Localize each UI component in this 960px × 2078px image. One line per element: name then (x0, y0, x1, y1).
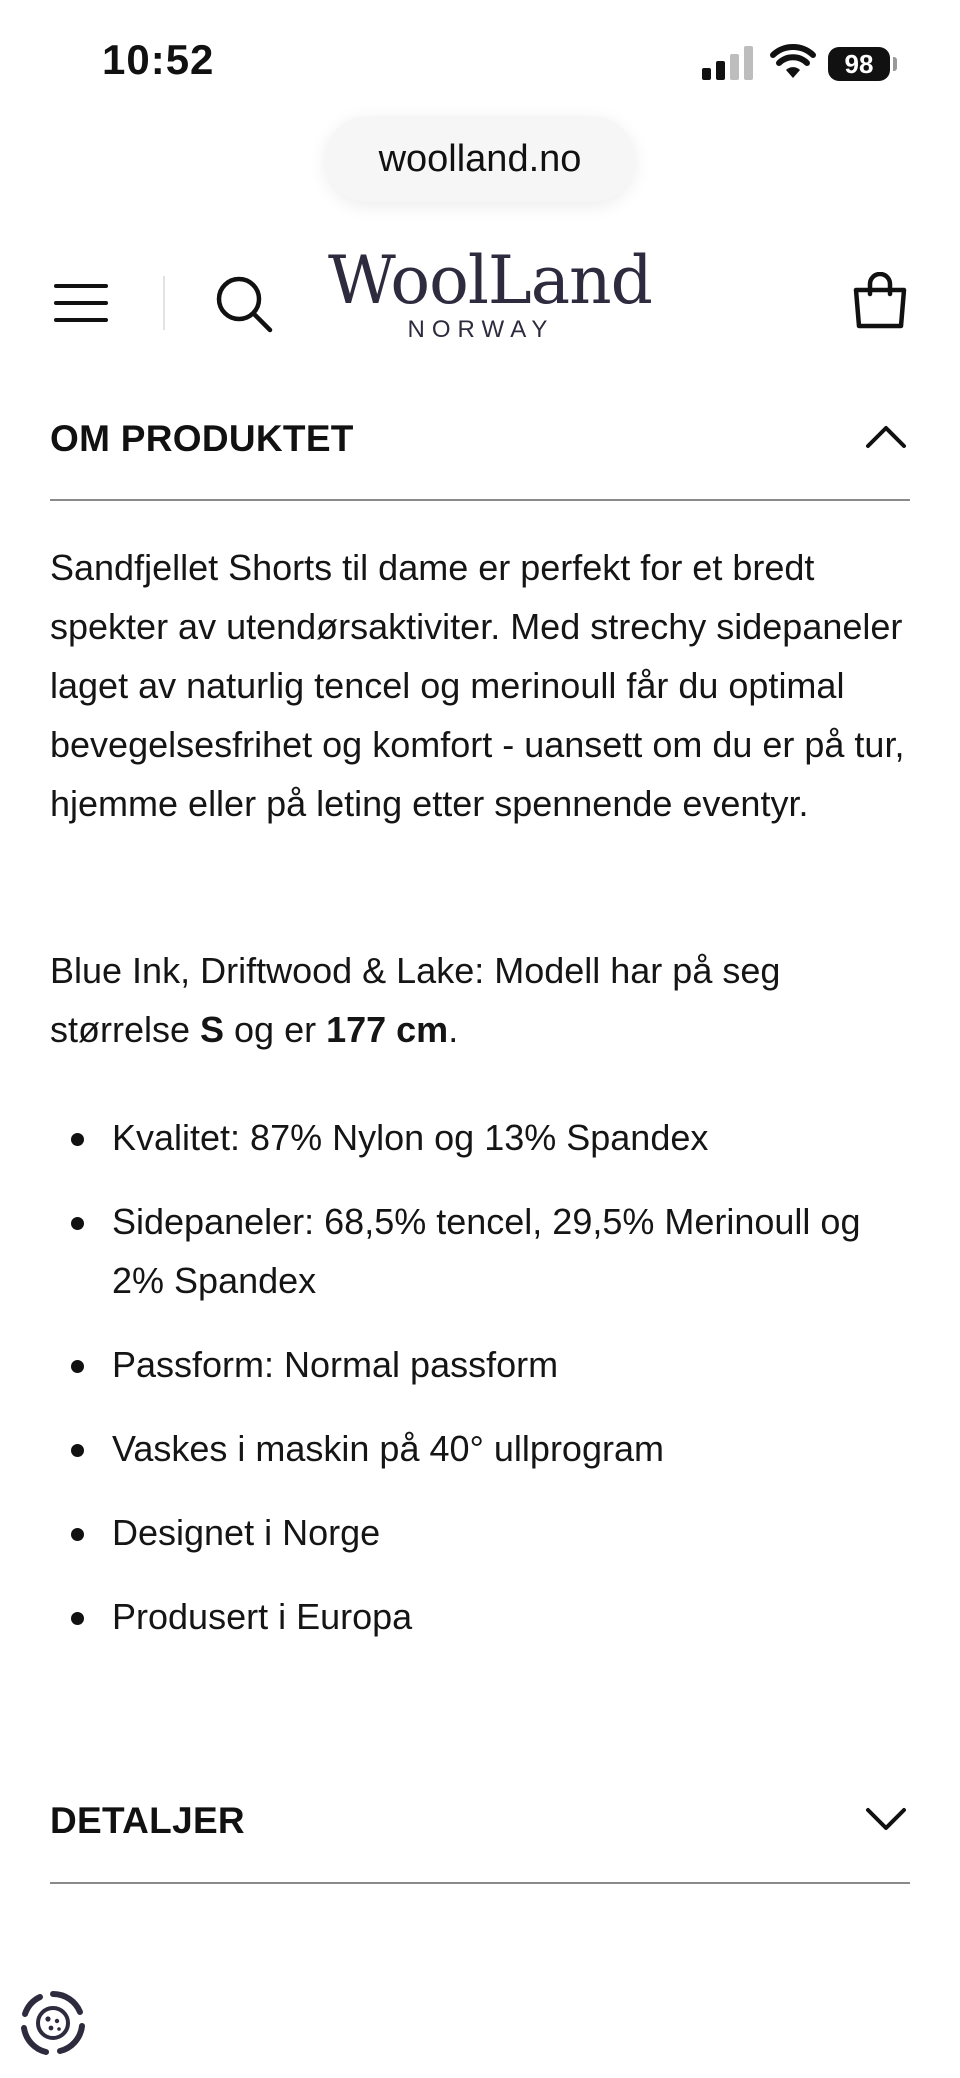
list-item-text: Designet i Norge (112, 1512, 381, 1553)
list-item-text: Produsert i Europa (112, 1596, 413, 1637)
model-info-text: Blue Ink, Driftwood & Lake: Modell har på seg størrelse (50, 950, 781, 1050)
section-title: DETALJER (50, 1800, 245, 1841)
chevron-down-icon (864, 1804, 908, 1834)
product-description: Sandfjellet Shorts til dame er perfekt for et bredt spekter av utendørsaktiviter. Med strechy sidepaneler laget av naturlig tencel og merinoull får du optimal bevegelsesfrihet og komfort - uansett om du er på tur, hjemme eller på leting etter spennende eventyr. (50, 547, 905, 824)
site-header (0, 230, 960, 370)
accordion-header-om-produktet[interactable] (50, 418, 910, 528)
header-divider (163, 276, 165, 330)
battery-icon: 98 (828, 47, 890, 81)
menu-icon[interactable] (54, 280, 108, 326)
list-item (50, 1335, 920, 1394)
battery-tip (893, 57, 897, 71)
list-item-text: Kvalitet: 87% Nylon og 13% Spandex (112, 1117, 709, 1158)
bullet-icon (71, 1528, 84, 1541)
logo[interactable] (328, 242, 652, 366)
cookie-settings-icon[interactable] (18, 1988, 88, 2058)
list-item (50, 1108, 920, 1167)
bullet-icon (71, 1612, 84, 1625)
section-title: OM PRODUKTET (50, 418, 354, 459)
model-info (50, 941, 915, 1059)
list-item-text: Passform: Normal passform (112, 1344, 559, 1385)
bullet-icon (71, 1444, 84, 1457)
cart-icon[interactable] (850, 272, 910, 330)
section-divider (50, 1882, 910, 1884)
bullet-icon (71, 1217, 84, 1230)
list-item (50, 1192, 920, 1310)
list-item (50, 1587, 920, 1646)
wifi-icon (770, 44, 816, 80)
product-features-list (50, 1108, 920, 1671)
model-height: 177 cm (326, 1009, 449, 1050)
search-icon[interactable] (214, 274, 274, 334)
logo-wordmark: WoolLand (328, 242, 652, 319)
model-info-text: og er (224, 1009, 327, 1050)
list-item (50, 1419, 920, 1478)
section-divider (50, 499, 910, 501)
status-bar (0, 0, 960, 120)
list-item (50, 1503, 920, 1562)
bullet-icon (71, 1360, 84, 1373)
list-item-text: Vaskes i maskin på 40° ullprogram (112, 1428, 664, 1469)
logo-tagline: NORWAY (407, 316, 555, 343)
signal-icon (702, 46, 754, 80)
accordion-header-detaljer[interactable] (50, 1800, 910, 1910)
model-size: S (200, 1009, 225, 1050)
list-item-text: Sidepaneler: 68,5% tencel, 29,5% Merinoull og 2% Spandex (112, 1201, 861, 1301)
bullet-icon (71, 1133, 84, 1146)
model-info-text: . (448, 1009, 459, 1050)
address-bar[interactable]: woolland.no (325, 116, 635, 202)
status-time: 10:52 (102, 36, 215, 83)
chevron-up-icon (864, 422, 908, 452)
